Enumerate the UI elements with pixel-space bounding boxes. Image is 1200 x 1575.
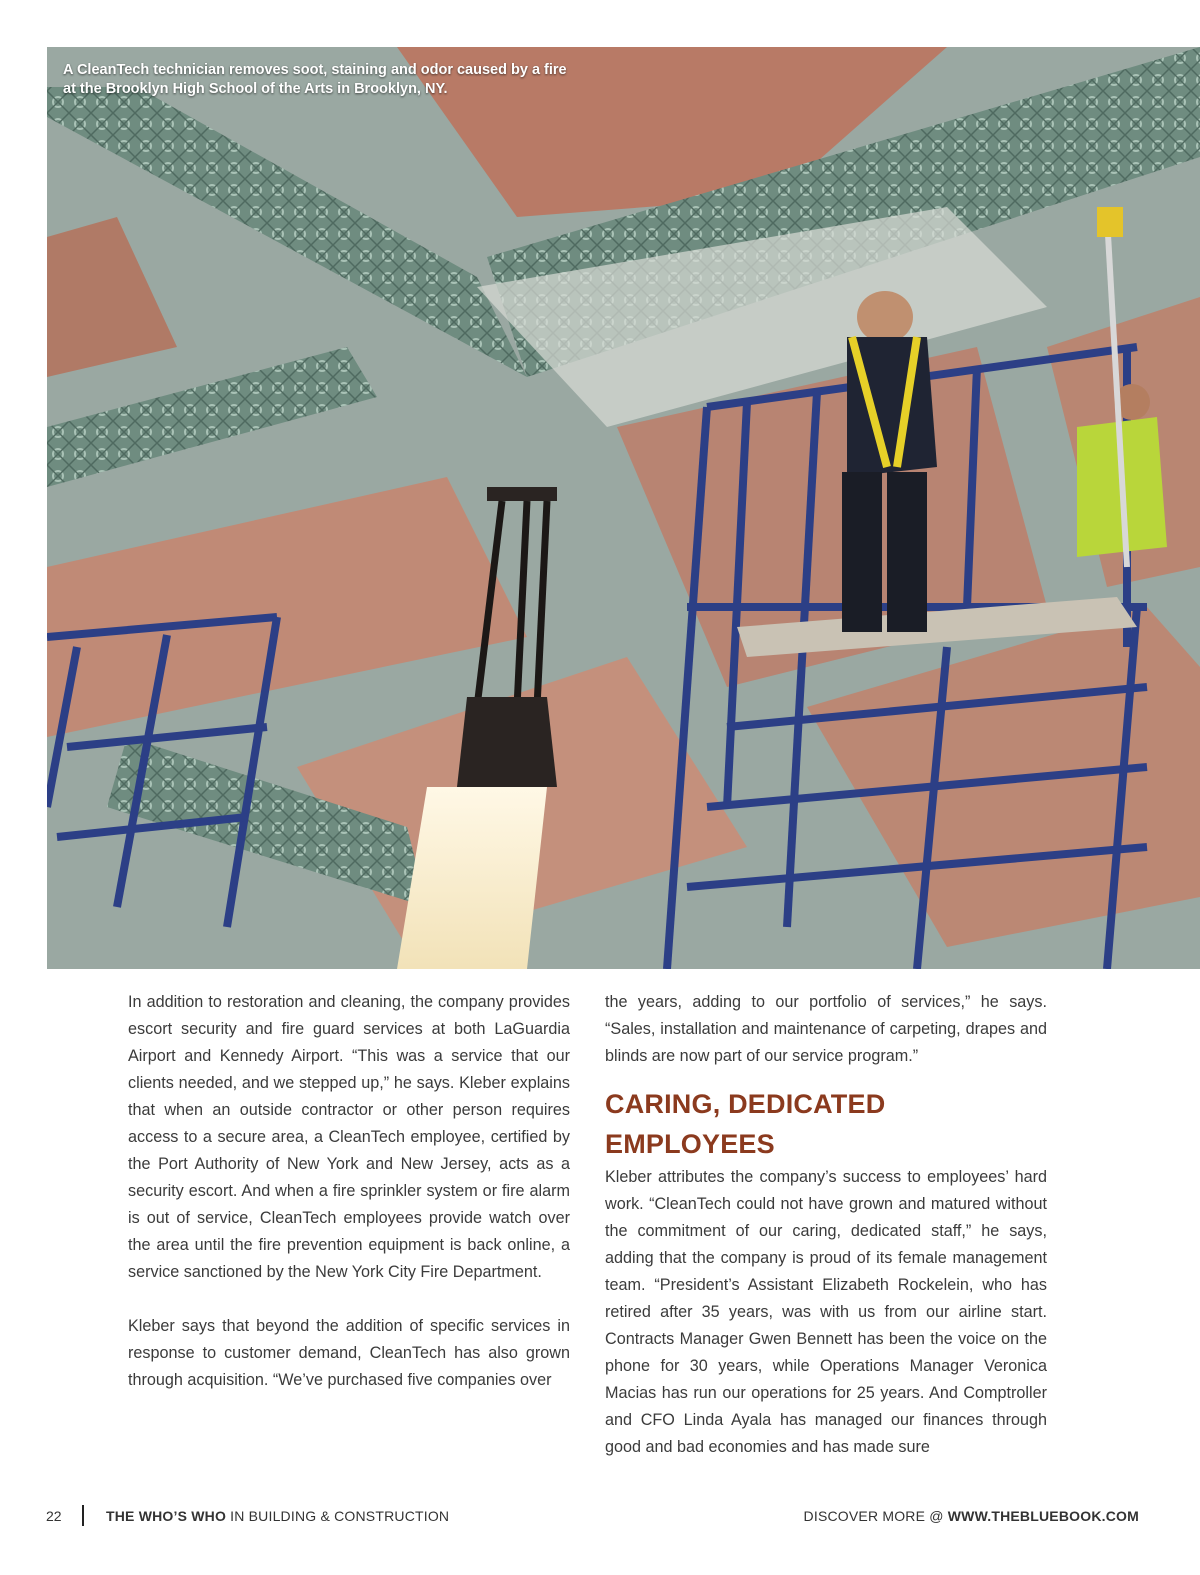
article-column-left: [128, 989, 570, 1421]
paragraph-employees: Kleber attributes the company’s success to employees’ hard work. “CleanTech could not have grown and matured without the commitment of our caring, dedicated staff,” he says, adding that the company is proud of its female management team. “President’s Assistant Elizabeth Rockelein, who has retired after 35 years, was with us from our airline start. Contracts Manager Gwen Bennett has been the voice on the phone for 30 years, while Operations Manager Veronica Macias has run our operations for 25 years. And Comptroller and CFO Linda Ayala has managed our finances through good and bad economies and has made sure: [605, 1168, 1047, 1456]
page-number: 22: [46, 1508, 62, 1524]
publication-title: [106, 1508, 449, 1524]
discover-prefix: DISCOVER MORE @: [803, 1508, 948, 1524]
website-link[interactable]: WWW.THEBLUEBOOK.COM: [947, 1508, 1139, 1524]
section-heading: CARING, DEDICATED EMPLOYEES: [605, 1089, 886, 1159]
paragraph-portfolio: the years, adding to our portfolio of services,” he says. “Sales, installation and maintenance of carpeting, drapes and blinds are now part of our service program.”: [605, 993, 1047, 1065]
discover-more: [804, 1508, 1139, 1524]
photo-caption: [63, 61, 583, 99]
paragraph-acquisition: Kleber says that beyond the addition of specific services in response to customer demand, CleanTech has also grown through acquisition. “We’ve purchased five companies over: [128, 1317, 570, 1389]
footer-divider: [82, 1505, 84, 1526]
caption-line-2: at the Brooklyn High School of the Arts in Brooklyn, NY.: [63, 81, 448, 97]
page-footer: [0, 1500, 1200, 1532]
article-column-right: [605, 989, 1047, 1488]
publication-title-rest: IN BUILDING & CONSTRUCTION: [226, 1508, 450, 1524]
caption-line-1: A CleanTech technician removes soot, staining and odor caused by a fire: [63, 62, 567, 78]
article-photo: [47, 47, 1200, 969]
ceiling-scaffold-illustration: [47, 47, 1200, 969]
paragraph-escort-security: In addition to restoration and cleaning, the company provides escort security and fire guard services at both LaGuardia Airport and Kennedy Airport. “This was a service that our clients needed, and we stepped up,” he says. Kleber explains that when an outside contractor or other person requires access to a secure area, a CleanTech employee, certified by the Port Authority of New York and New Jersey, acts as a security escort. And when a fire sprinkler system or fire alarm is out of service, CleanTech employees provide watch over the area until the fire prevention equipment is back online, a service sanctioned by the New York City Fire Department.: [128, 993, 570, 1281]
publication-title-bold: THE WHO’S WHO: [106, 1508, 227, 1524]
